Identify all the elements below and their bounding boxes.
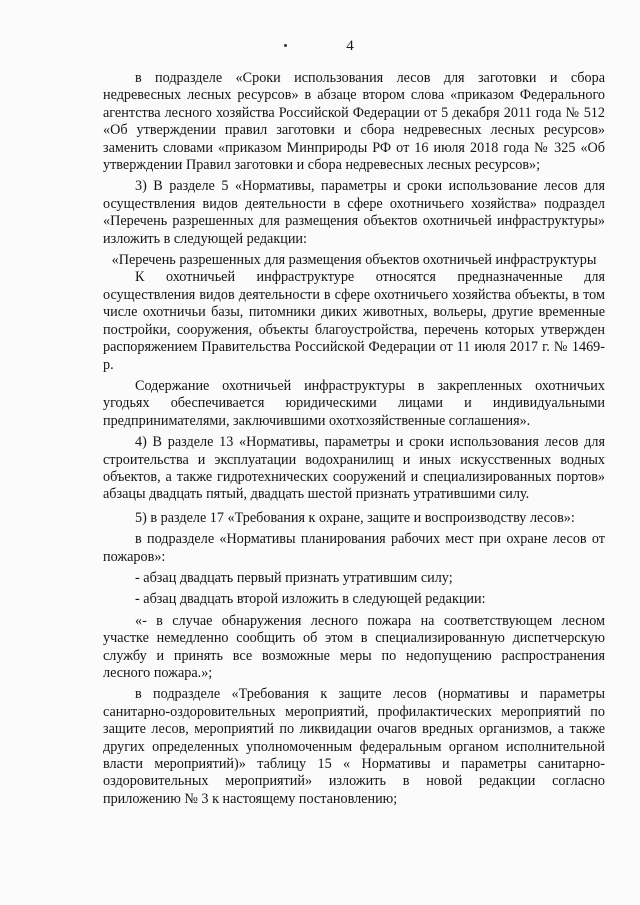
paragraph-sroki-ispolzovaniya: в подразделе «Сроки использования лесов для заготовки и сбора недревесных лесных ресурсов» в абзаце втором слова «приказом Федерального агентства лесного хозяйства Российской Федерации от 5 декабря 2011 года № 512 «Об утверждении правил заготовки и сбора недревесных лесных ресурсов» заменить словами «приказом Минприроды РФ от 16 июля 2018 года № 325 «Об утверждении Правил заготовки и сбора недревесных лесных ресурсов»; [103,70,605,174]
paragraph-razdel-5: 3) В разделе 5 «Нормативы, параметры и сроки использование лесов для осуществления видов деятельности в сфере охотничьего хозяйства» подраздел «Перечень разрешенных для размещения объектов охотничьей инфраструктуры» изложить в следующей редакции: [103,178,605,247]
paragraph-perechen-heading: «Перечень разрешенных для размещения объектов охотничьей инфраструктуры [111,252,597,269]
paragraph-lesnoy-pozhar: «- в случае обнаружения лесного пожара на соответствующем лесном участке немедленно сообщить об этом в специализированную диспетчерскую службу и принять все возможные меры по недопущению распространения лесного пожара.»; [103,612,605,681]
paragraph-razdel-13: 4) В разделе 13 «Нормативы, параметры и сроки использования лесов для строительства и эксплуатации водохранилищ и иных искусственных водных объектов, а также гидротехнических сооружений и специализированных портов» абзацы двадцать пятый, двадцать шестой признать утратившими силу. [103,434,605,503]
paragraph-abzac-22: - абзац двадцать второй изложить в следующей редакции: [135,591,486,608]
paragraph-soderzhanie: Содержание охотничьей инфраструктуры в закрепленных охотничьих угодьях обеспечивается юридическими лицами и индивидуальными предпринимателями, заключившими охотхозяйственные соглашения». [103,377,605,429]
page-number: 4 [346,38,354,54]
paragraph-abzac-21: - абзац двадцать первый признать утратившим силу; [135,569,453,586]
paragraph-normativy-planirovaniya: в подразделе «Нормативы планирования рабочих мест при охране лесов от пожаров»: [103,531,605,565]
paragraph-trebovaniya-k-zashite: в подразделе «Требования к защите лесов (нормативы и параметры санитарно-оздоровительных мероприятий, профилактических мероприятий по защите лесов, мероприятий по ликвидации очагов вредных организмов, а также других определенных уполномоченным федеральным органом исполнительной власти мероприятий)» таблицу 15 « Нормативы и параметры санитарно-оздоровительных мероприятий» изложить в новой редакции согласно приложению № 3 к настоящему постановлению; [103,686,605,807]
paragraph-ohotnichya-infrastruktura: К охотничьей инфраструктуре относятся предназначенные для осуществления видов деятельности в сфере охотничьего хозяйства объекты, в том числе охотничьи базы, питомники диких животных, вольеры, другие временные постройки, сооружения, объекты благоустройства, перечень которых утвержден распоряжением Правительства Российской Федерации от 11 июля 2017 г. № 1469-р. [103,269,605,373]
document-body [103,70,605,808]
paragraph-razdel-17: 5) в разделе 17 «Требования к охране, защите и воспроизводству лесов»: [135,509,575,526]
